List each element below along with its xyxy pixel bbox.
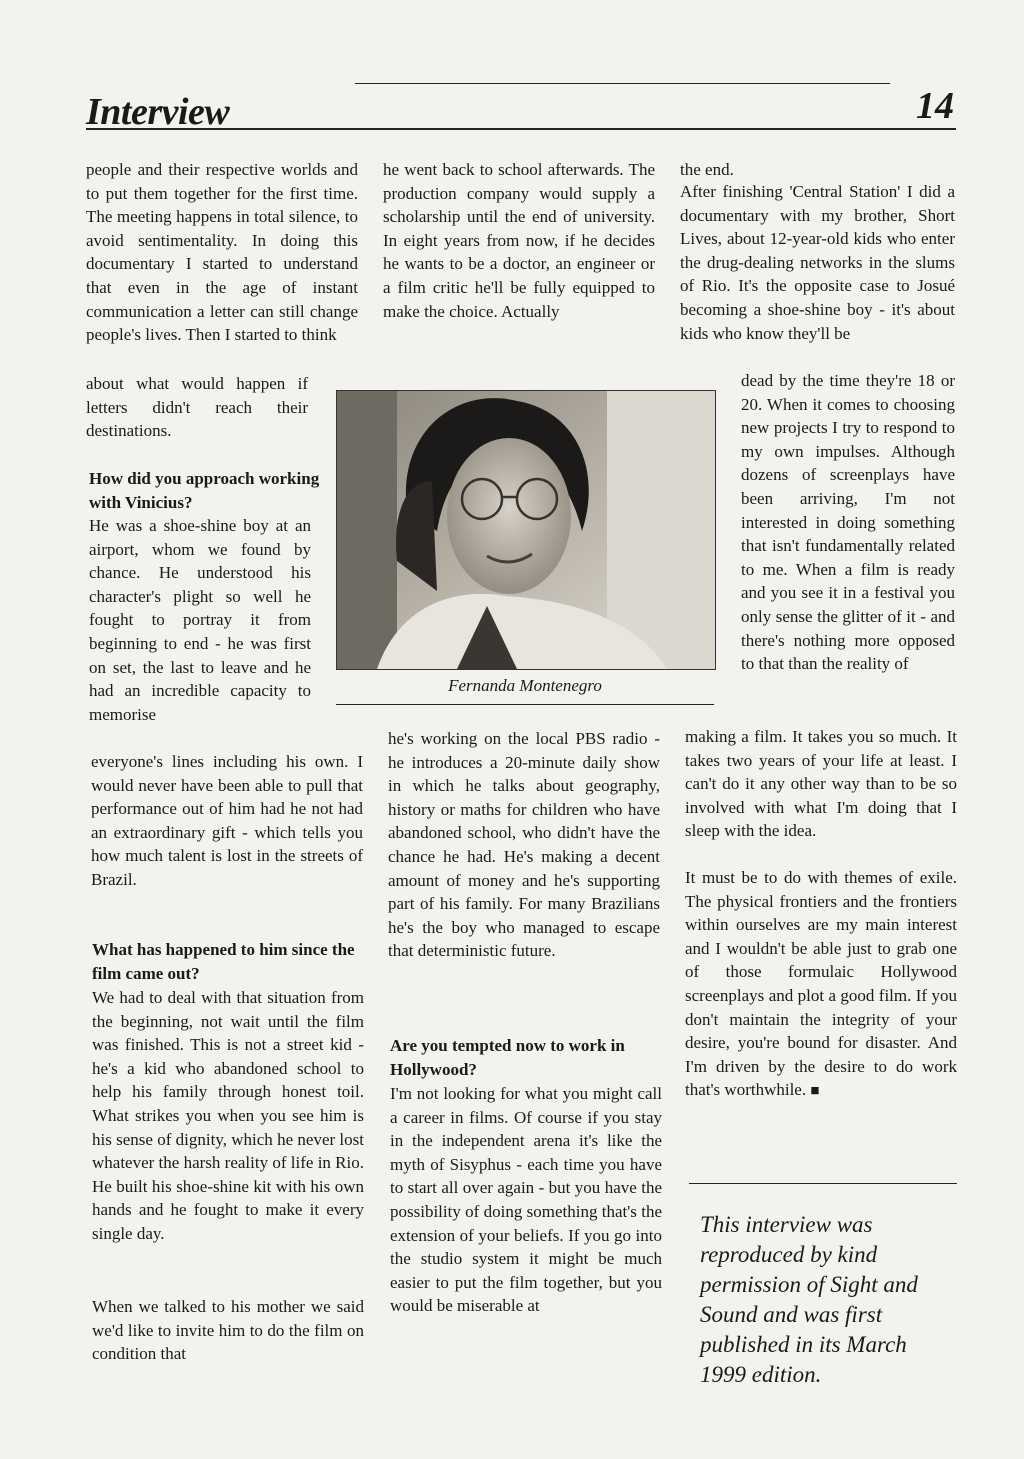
header-rule — [86, 128, 956, 130]
page-number: 14 — [916, 85, 954, 127]
col3-paragraph-3-text: It must be to do with themes of exile. The physical frontiers and the frontiers within ourselves are my main interest and I wouldn't be able just to grab one of those formulaic Hollywood screenplays and plot a good film. If you don't maintain the integrity of your desire, you're bound for disaster. And I'm driven by the desire to do work that's worthwhile. — [685, 868, 957, 1100]
answer-2-end: When we talked to his mother we said we'd like to invite him to do the film on condition that — [92, 1297, 364, 1364]
portrait-photo — [336, 390, 716, 670]
answer-1: He was a shoe-shine boy at an airport, whom we found by chance. He understood his character's plight so well he fought to portray it from beginning to end - he was first on set, the last to leave and he had an incredible capacity to memorise — [89, 516, 311, 724]
answer-1-wrap: everyone's lines including his own. I would never have been able to pull that performance out of him had he not had an extraordinary gift - which tells you how much talent is lost in the streets of Brazil. — [91, 752, 363, 889]
question-2: What has happened to him since the film came out? — [92, 940, 355, 983]
col3-paragraph-3 — [685, 866, 957, 1104]
credit-note: This interview was reproduced by kind permission of Sight and Sound and was first published in its March 1999 edition. — [700, 1212, 918, 1387]
col1-paragraph-1: people and their respective worlds and to put them together for the first time. The meeting happens in total silence, to avoid sentimentality. In doing this documentary I started to understand that even in the age of instant communication a letter can still change people's lives. Then I started to think — [86, 160, 358, 345]
answer-2: We had to deal with that situation from the beginning, not wait until the film was finished. This is not a street kid - he's a kid who abandoned school to help his family through honest toil. What strikes you when you see him is his sense of dignity, which he never lost whatever the harsh reality of life in Rio. He built his shoe-shine kit with his own hands and he fought to make it every single day. — [92, 988, 364, 1243]
header-top-rule — [355, 83, 890, 84]
caption-rule — [336, 704, 714, 705]
col1-paragraph-1-wrap: about what would happen if letters didn't reach their destinations. — [86, 374, 308, 441]
col3-paragraph-1: the end. — [680, 160, 734, 179]
question-3: Are you tempted now to work in Hollywood? — [390, 1036, 625, 1079]
section-title: Interview — [86, 91, 230, 133]
credit-rule — [689, 1183, 957, 1184]
question-1: How did you approach working with Vinicius? — [89, 469, 320, 512]
col3-paragraph-2: After finishing 'Central Station' I did a documentary with my brother, Short Lives, about 12-year-old kids who enter the drug-dealing networks in the slums of Rio. It's the opposite case to Josué becoming a shoe-shine boy - it's about kids who know they'll be — [680, 182, 955, 343]
col3-paragraph-2-wrap: dead by the time they're 18 or 20. When it comes to choosing new projects I try to respond to my own impulses. Although dozens of screenplays have been arriving, I'm not interested in doing something that isn't fundamentally related to me. When a film is ready and you see it in a festival you only sense the glitter of it - and there's nothing more opposed to that than the reality of — [741, 371, 955, 674]
answer-3: I'm not looking for what you might call a career in films. Of course if you stay in the independent arena it's like the myth of Sisyphus - each time you have to start all over again - but you have the possibility of doing something that's the extension of your beliefs. If you go into the studio system it might be much easier to put the film together, but you would be miserable at — [390, 1084, 662, 1316]
photo-caption: Fernanda Montenegro — [448, 676, 602, 695]
col2-paragraph-1: he went back to school afterwards. The production company would supply a scholarship until the end of university. In eight years from now, if he decides he wants to be a doctor, an engineer or a film critic he'll be fully equipped to make the choice. Actually — [383, 160, 655, 321]
col3-paragraph-2-end: making a film. It takes you so much. It takes two years of your life at least. I can't do it any other way than to be so involved with what I'm doing that I sleep with the idea. — [685, 727, 957, 841]
col2-paragraph-2: he's working on the local PBS radio - he introduces a 20-minute daily show in which he talks about geography, history or maths for children who have abandoned school, who didn't have the chance he had. He's making a decent amount of money and he's supporting part of his family. For many Brazilians he's the boy who managed to escape that deterministic future. — [388, 729, 660, 961]
end-mark-icon: ■ — [810, 1083, 820, 1100]
